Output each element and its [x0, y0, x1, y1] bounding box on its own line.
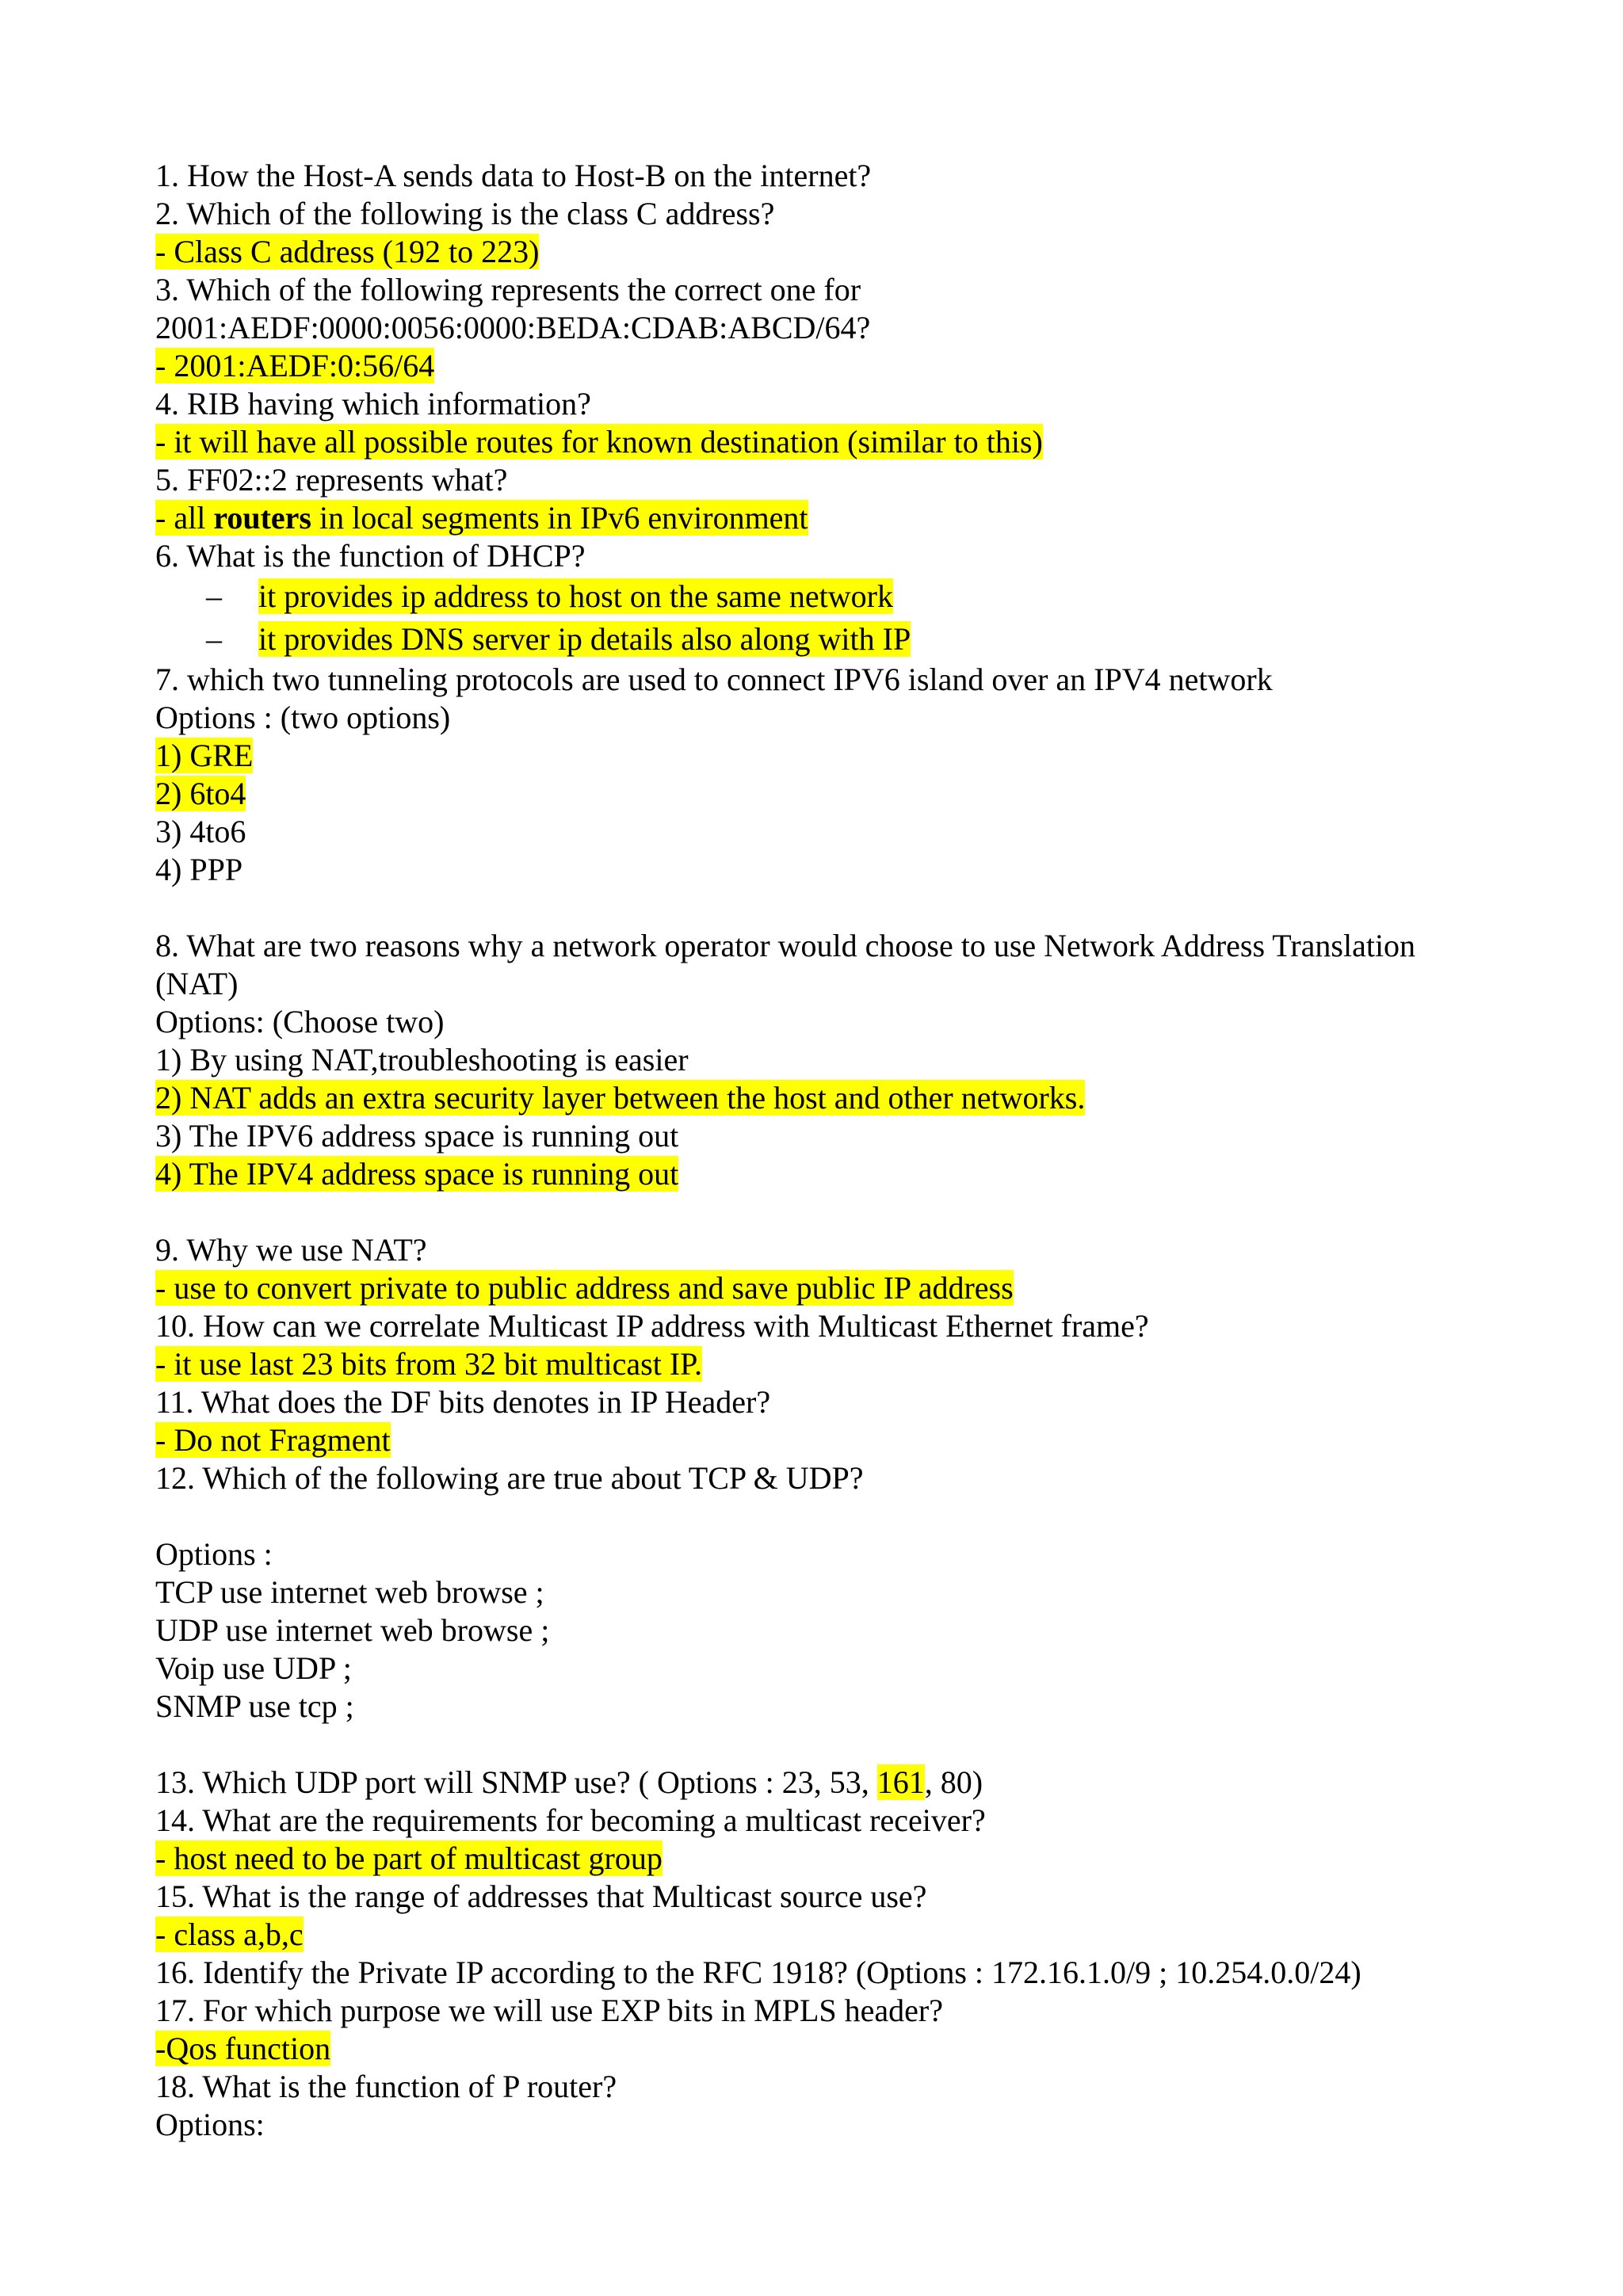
- line-text: 6. What is the function of DHCP?: [155, 538, 586, 574]
- line-text: 4. RIB having which information?: [155, 386, 591, 421]
- text-line: [155, 271, 1503, 309]
- line-text: 5. FF02::2 represents what?: [155, 462, 508, 498]
- text-line: [155, 1764, 1503, 1802]
- line-text: 15. What is the range of addresses that Multicast source use?: [155, 1878, 927, 1914]
- line-text: 1. How the Host-A sends data to Host-B on the internet?: [155, 158, 872, 193]
- text-line: [155, 1878, 1503, 1916]
- text-line: [155, 1003, 1503, 1041]
- line-text: 3) 4to6: [155, 814, 246, 849]
- highlighted-text: - 2001:AEDF:0:56/64: [155, 348, 435, 383]
- blank-line: [155, 1193, 1503, 1231]
- highlighted-text: routers: [213, 500, 311, 536]
- text-line: [155, 851, 1503, 889]
- highlighted-text: -Qos function: [155, 2031, 331, 2066]
- text-line: [155, 1117, 1503, 1155]
- line-text: 8. What are two reasons why a network operator would choose to use Network Address Translation: [155, 928, 1416, 963]
- line-text: Options : (two options): [155, 700, 451, 735]
- answer-line: [155, 233, 1503, 271]
- answer-line: [155, 347, 1503, 385]
- dash-bullet-icon: –: [206, 621, 222, 657]
- highlighted-text: 2) NAT adds an extra security layer between the host and other networks.: [155, 1080, 1086, 1116]
- line-text: 2001:AEDF:0000:0056:0000:BEDA:CDAB:ABCD/64?: [155, 310, 871, 345]
- highlighted-text: - it will have all possible routes for known destination (similar to this): [155, 424, 1043, 460]
- line-text: 9. Why we use NAT?: [155, 1232, 427, 1268]
- highlighted-text: - it use last 23 bits from 32 bit multicast IP.: [155, 1346, 702, 1382]
- text-line: [155, 385, 1503, 423]
- text-line: [155, 1954, 1503, 1992]
- line-text: 3) The IPV6 address space is running out: [155, 1118, 679, 1154]
- answer-line: [155, 2030, 1503, 2068]
- text-line: [155, 2068, 1503, 2106]
- highlighted-text: it provides ip address to host on the same network: [258, 578, 893, 614]
- text-line: [155, 1231, 1503, 1269]
- text-line: [155, 1650, 1503, 1688]
- text-line: [155, 309, 1503, 347]
- text-line: [155, 1611, 1503, 1650]
- bullet-item: [155, 575, 1503, 618]
- answer-line: [155, 1840, 1503, 1878]
- blank-line: [155, 1726, 1503, 1764]
- text-line: [155, 1459, 1503, 1497]
- line-text: UDP use internet web browse ;: [155, 1612, 550, 1648]
- text-line: [155, 195, 1503, 233]
- highlighted-text: - Class C address (192 to 223): [155, 234, 540, 269]
- text-line: [155, 157, 1503, 195]
- line-text: 1) By using NAT,troubleshooting is easier: [155, 1042, 689, 1077]
- highlighted-text: 4) The IPV4 address space is running out: [155, 1156, 679, 1192]
- line-text: 17. For which purpose we will use EXP bits in MPLS header?: [155, 1993, 943, 2028]
- highlighted-text: - use to convert private to public address and save public IP address: [155, 1270, 1014, 1306]
- highlighted-text: 161: [876, 1764, 925, 1800]
- text-line: [155, 537, 1503, 575]
- answer-line: [155, 1079, 1503, 1117]
- text-line: [155, 965, 1503, 1003]
- line-text: Options :: [155, 1536, 273, 1572]
- line-text: 16. Identify the Private IP according to the RFC 1918? (Options : 172.16.1.0/9 ; 10.254.0.0/24): [155, 1955, 1361, 1990]
- text-line: [155, 1688, 1503, 1726]
- answer-line: [155, 423, 1503, 461]
- line-text: TCP use internet web browse ;: [155, 1574, 544, 1610]
- answer-line: [155, 737, 1503, 775]
- line-text: Options:: [155, 2107, 265, 2142]
- answer-line: [155, 1269, 1503, 1307]
- text-run: , 80): [924, 1764, 983, 1800]
- text-line: [155, 1535, 1503, 1573]
- text-line: [155, 499, 1503, 537]
- highlighted-text: 1) GRE: [155, 738, 254, 773]
- highlighted-text: - class a,b,c: [155, 1917, 304, 1952]
- line-text: 3. Which of the following represents the correct one for: [155, 272, 861, 307]
- text-line: [155, 461, 1503, 499]
- answer-line: [155, 1345, 1503, 1383]
- line-text: 18. What is the function of P router?: [155, 2069, 617, 2104]
- text-line: [155, 2106, 1503, 2144]
- line-text: 7. which two tunneling protocols are used to connect IPV6 island over an IPV4 network: [155, 662, 1273, 697]
- text-line: [155, 1992, 1503, 2030]
- dash-bullet-icon: –: [206, 578, 222, 614]
- line-text: 14. What are the requirements for becoming a multicast receiver?: [155, 1802, 986, 1838]
- bullet-item: [155, 618, 1503, 661]
- highlighted-text: - all: [155, 500, 214, 536]
- line-text: 2. Which of the following is the class C address?: [155, 196, 775, 231]
- document-body: [155, 157, 1503, 2144]
- line-text: Options: (Choose two): [155, 1004, 445, 1039]
- highlighted-text: - Do not Fragment: [155, 1422, 391, 1458]
- line-text: (NAT): [155, 966, 239, 1001]
- highlighted-text: it provides DNS server ip details also along with IP: [258, 621, 911, 657]
- blank-line: [155, 889, 1503, 927]
- blank-line: [155, 1497, 1503, 1535]
- answer-line: [155, 775, 1503, 813]
- line-text: 11. What does the DF bits denotes in IP Header?: [155, 1384, 771, 1420]
- line-text: 4) PPP: [155, 852, 243, 887]
- text-line: [155, 1573, 1503, 1611]
- answer-line: [155, 1155, 1503, 1193]
- text-line: [155, 813, 1503, 851]
- text-line: [155, 927, 1503, 965]
- text-line: [155, 1041, 1503, 1079]
- line-text: 10. How can we correlate Multicast IP address with Multicast Ethernet frame?: [155, 1308, 1149, 1344]
- line-text: SNMP use tcp ;: [155, 1688, 354, 1724]
- highlighted-text: in local segments in IPv6 environment: [311, 500, 808, 536]
- line-text: Voip use UDP ;: [155, 1650, 352, 1686]
- text-run: 13. Which UDP port will SNMP use? ( Options : 23, 53,: [155, 1764, 877, 1800]
- answer-line: [155, 1421, 1503, 1459]
- text-line: [155, 1383, 1503, 1421]
- line-text: 12. Which of the following are true about TCP & UDP?: [155, 1460, 864, 1496]
- text-line: [155, 699, 1503, 737]
- text-line: [155, 661, 1503, 699]
- text-line: [155, 1307, 1503, 1345]
- highlighted-text: - host need to be part of multicast group: [155, 1840, 663, 1876]
- text-line: [155, 1802, 1503, 1840]
- answer-line: [155, 1916, 1503, 1954]
- highlighted-text: 2) 6to4: [155, 776, 246, 811]
